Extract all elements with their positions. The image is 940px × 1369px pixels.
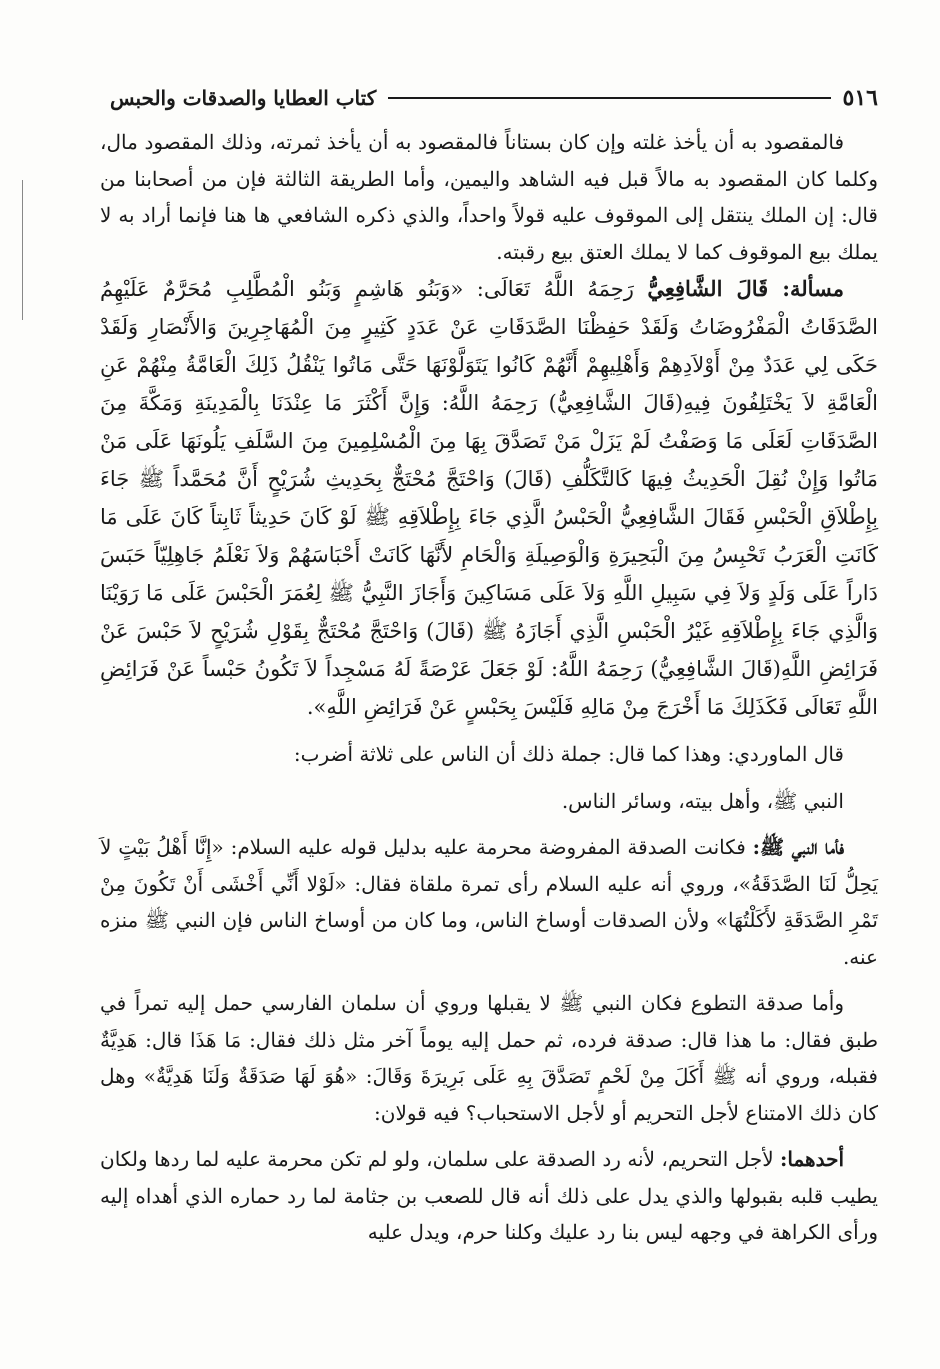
document-page	[100, 78, 878, 1251]
paragraph-3	[100, 736, 878, 773]
paragraph-5	[100, 829, 878, 975]
paragraph-text: لأجل التحريم، لأنه رد الصدقة على سلمان، ولو لم تكن محرمة عليه لما ردها ولكان يطيب قلبه بقبولها والذي يدل على ذلك أنه قال للصعب بن جثامة لما رد حماره الذي أهداه إليه ورأى الكراهة في وجهه ليس بنا رد عليك وكلنا حرم، ويدل عليه	[100, 1147, 878, 1244]
book-title: كتاب العطايا والصدقات والحبس	[110, 86, 377, 110]
paragraph-lead: فأما النبي ﷺ:	[752, 835, 844, 859]
paragraph-text: قال الماوردي: وهذا كما قال: جملة ذلك أن الناس على ثلاثة أضرب:	[293, 742, 844, 766]
page-header	[100, 78, 878, 118]
paragraph-1	[100, 124, 878, 270]
paragraph-lead: مسألة: قَالَ الشَّافِعِيُّ	[647, 276, 844, 301]
paragraph-6	[100, 985, 878, 1131]
binding-line	[22, 180, 23, 320]
paragraph-lead: أحدهما:	[780, 1147, 845, 1171]
paragraph-2	[100, 270, 878, 726]
paragraph-7	[100, 1141, 878, 1251]
paragraph-text: النبي ﷺ، وأهل بيته، وسائر الناس.	[561, 788, 844, 813]
paragraph-4	[100, 783, 878, 820]
paragraph-text: فالمقصود به أن يأخذ غلته وإن كان بستاناً فالمقصود به أن يأخذ ثمرته، وذلك المقصود مال، وكلما كان المقصود به مالاً قبل فيه الشاهد واليمين، وأما الطريقة الثالثة فإن من أصحابنا من قال: إن الملك ينتقل إلى الموقوف عليه قولاً واحداً، والذي ذكره الشافعي ها هنا فإنما أراد به لا يملك بيع الموقوف كما لا يملك العتق بيع رقبته.	[100, 130, 879, 264]
page-number: ٥١٦	[842, 85, 878, 111]
header-rule	[388, 97, 830, 99]
paragraph-text: وأما صدقة التطوع فكان النبي ﷺ لا يقبلها وروي أن سلمان الفارسي حمل إليه تمراً في طبق فقال: ما هذا قال: صدقة فرده، ثم حمل إليه يوماً آخر مثل ذلك فقال: مَا هَذَا قال: هَدِيَّةٌ فقبله، وروي أنه ﷺ أَكَلَ مِنْ لَحْمٍ تَصَدَّقَ بِهِ عَلَى بَرِيرَةَ وَقَالَ: «هُوَ لَهَا صَدَقَةٌ وَلَنَا هَدِيَّةٌ» وهل كان ذلك الامتناع لأجل التحريم أو لأجل الاستحباب؟ فيه قولان:	[100, 991, 878, 1125]
paragraph-text: فكانت الصدقة المفروضة محرمة عليه بدليل قوله عليه السلام: «إِنَّا أَهْلُ بَيْتٍ لاَ يَحِلُّ لَنَا الصَّدَقَةُ»، وروي أنه عليه السلام رأى تمرة ملقاة فقال: «لَوْلا أَنِّي أَخْشَى أَنْ تَكُونَ مِنْ تَمْرِ الصَّدَقَةِ لأَكَلْتُهَا» ولأن الصدقات أوساخ الناس، وما كان من أوساخ الناس فإن النبي ﷺ منزه عنه.	[100, 835, 878, 969]
paragraph-text: رَحِمَهُ اللَّهُ تَعَالَى: «وَبَنُو هَاشِمٍ وَبَنُو الْمُطَّلِبِ مُحَرَّمٌ عَلَيْهِمُ الصَّدَقَاتُ الْمَفْرُوضَاتُ وَلَقَدْ حَفِظْنَا الصَّدَقَاتِ عَنْ عَدَدٍ كَثِيرٍ مِنَ الْمُهَاجِرِينَ وَالأَنْصَارِ وَلَقَدْ حَكَى لِي عَدَدٌ مِنْ أَوْلاَدِهِمْ وَأَهْلِيهِمْ أَنَّهُمْ كَانُوا يَتَوَلَّوْنَهَا حَتَّى مَاتُوا يَنْقُلُ ذَلِكَ الْعَامَّةُ مِنْهُمْ عَنِ الْعَامَّةِ لاَ يَخْتَلِفُونَ فِيهِ(قَالَ الشَّافِعِيُّ) رَحِمَهُ اللَّهُ: وَإِنَّ أَكْثَرَ مَا عِنْدَنَا بِالْمَدِينَةِ وَمَكَّةَ مِنَ الصَّدَقَاتِ لَعَلَى مَا وَصَفْتُ لَمْ يَزَلْ مَنْ تَصَدَّقَ بِهَا مِنَ الْمُسْلِمِينَ مِنَ السَّلَفِ يَلُونَهَا عَلَى مَنْ مَاتُوا وَإِنْ نُقِلَ الْحَدِيثُ فِيهَا كَالتَّكَلُّفِ (قَالَ) وَاحْتَجَّ مُحْتَجٌّ بِحَدِيثِ شُرَيْحٍ أَنَّ مُحَمَّداً ﷺ جَاءَ بِإِطْلاَقِ الْحَبْسِ فَقَالَ الشَّافِعِيُّ الْحَبْسُ الَّذِي جَاءَ بِإِطْلاَقِهِ ﷺ لَوْ كَانَ حَدِيثاً ثَابِتاً كَانَ عَلَى مَا كَانَتِ الْعَرَبُ تَحْبِسُ مِنَ الْبَحِيرَةِ وَالْوَصِيلَةِ وَالْحَامِ لأَنَّهَا كَانَتْ أَحْبَاسَهُمْ وَلاَ نَعْلَمُ جَاهِلِيّاً حَبَسَ دَاراً عَلَى وَلَدٍ وَلاَ فِي سَبِيلِ اللَّهِ وَلاَ عَلَى مَسَاكِينَ وَأَجَازَ النَّبِيُّ ﷺ لِعُمَرَ الْحَبْسَ عَلَى مَا رَوَيْنَا وَالَّذِي جَاءَ بِإِطْلاَقِهِ غَيْرُ الْحَبْسِ الَّذِي أَجَازَهُ ﷺ (قَالَ) وَاحْتَجَّ مُحْتَجٌّ بِقَوْلِ شُرَيْحٍ لاَ حَبْسَ عَنْ فَرَائِضِ اللَّهِ(قَالَ الشَّافِعِيُّ) رَحِمَهُ اللَّهُ: لَوْ جَعَلَ عَرْصَةً لَهُ مَسْجِداً لاَ تَكُونُ حَبْساً عَنْ فَرَائِضِ اللَّهِ تَعَالَى فَكَذَلِكَ مَا أَخْرَجَ مِنْ مَالِهِ فَلَيْسَ بِحَبْسٍ عَنْ فَرَائِضِ اللَّهِ».	[100, 277, 878, 719]
